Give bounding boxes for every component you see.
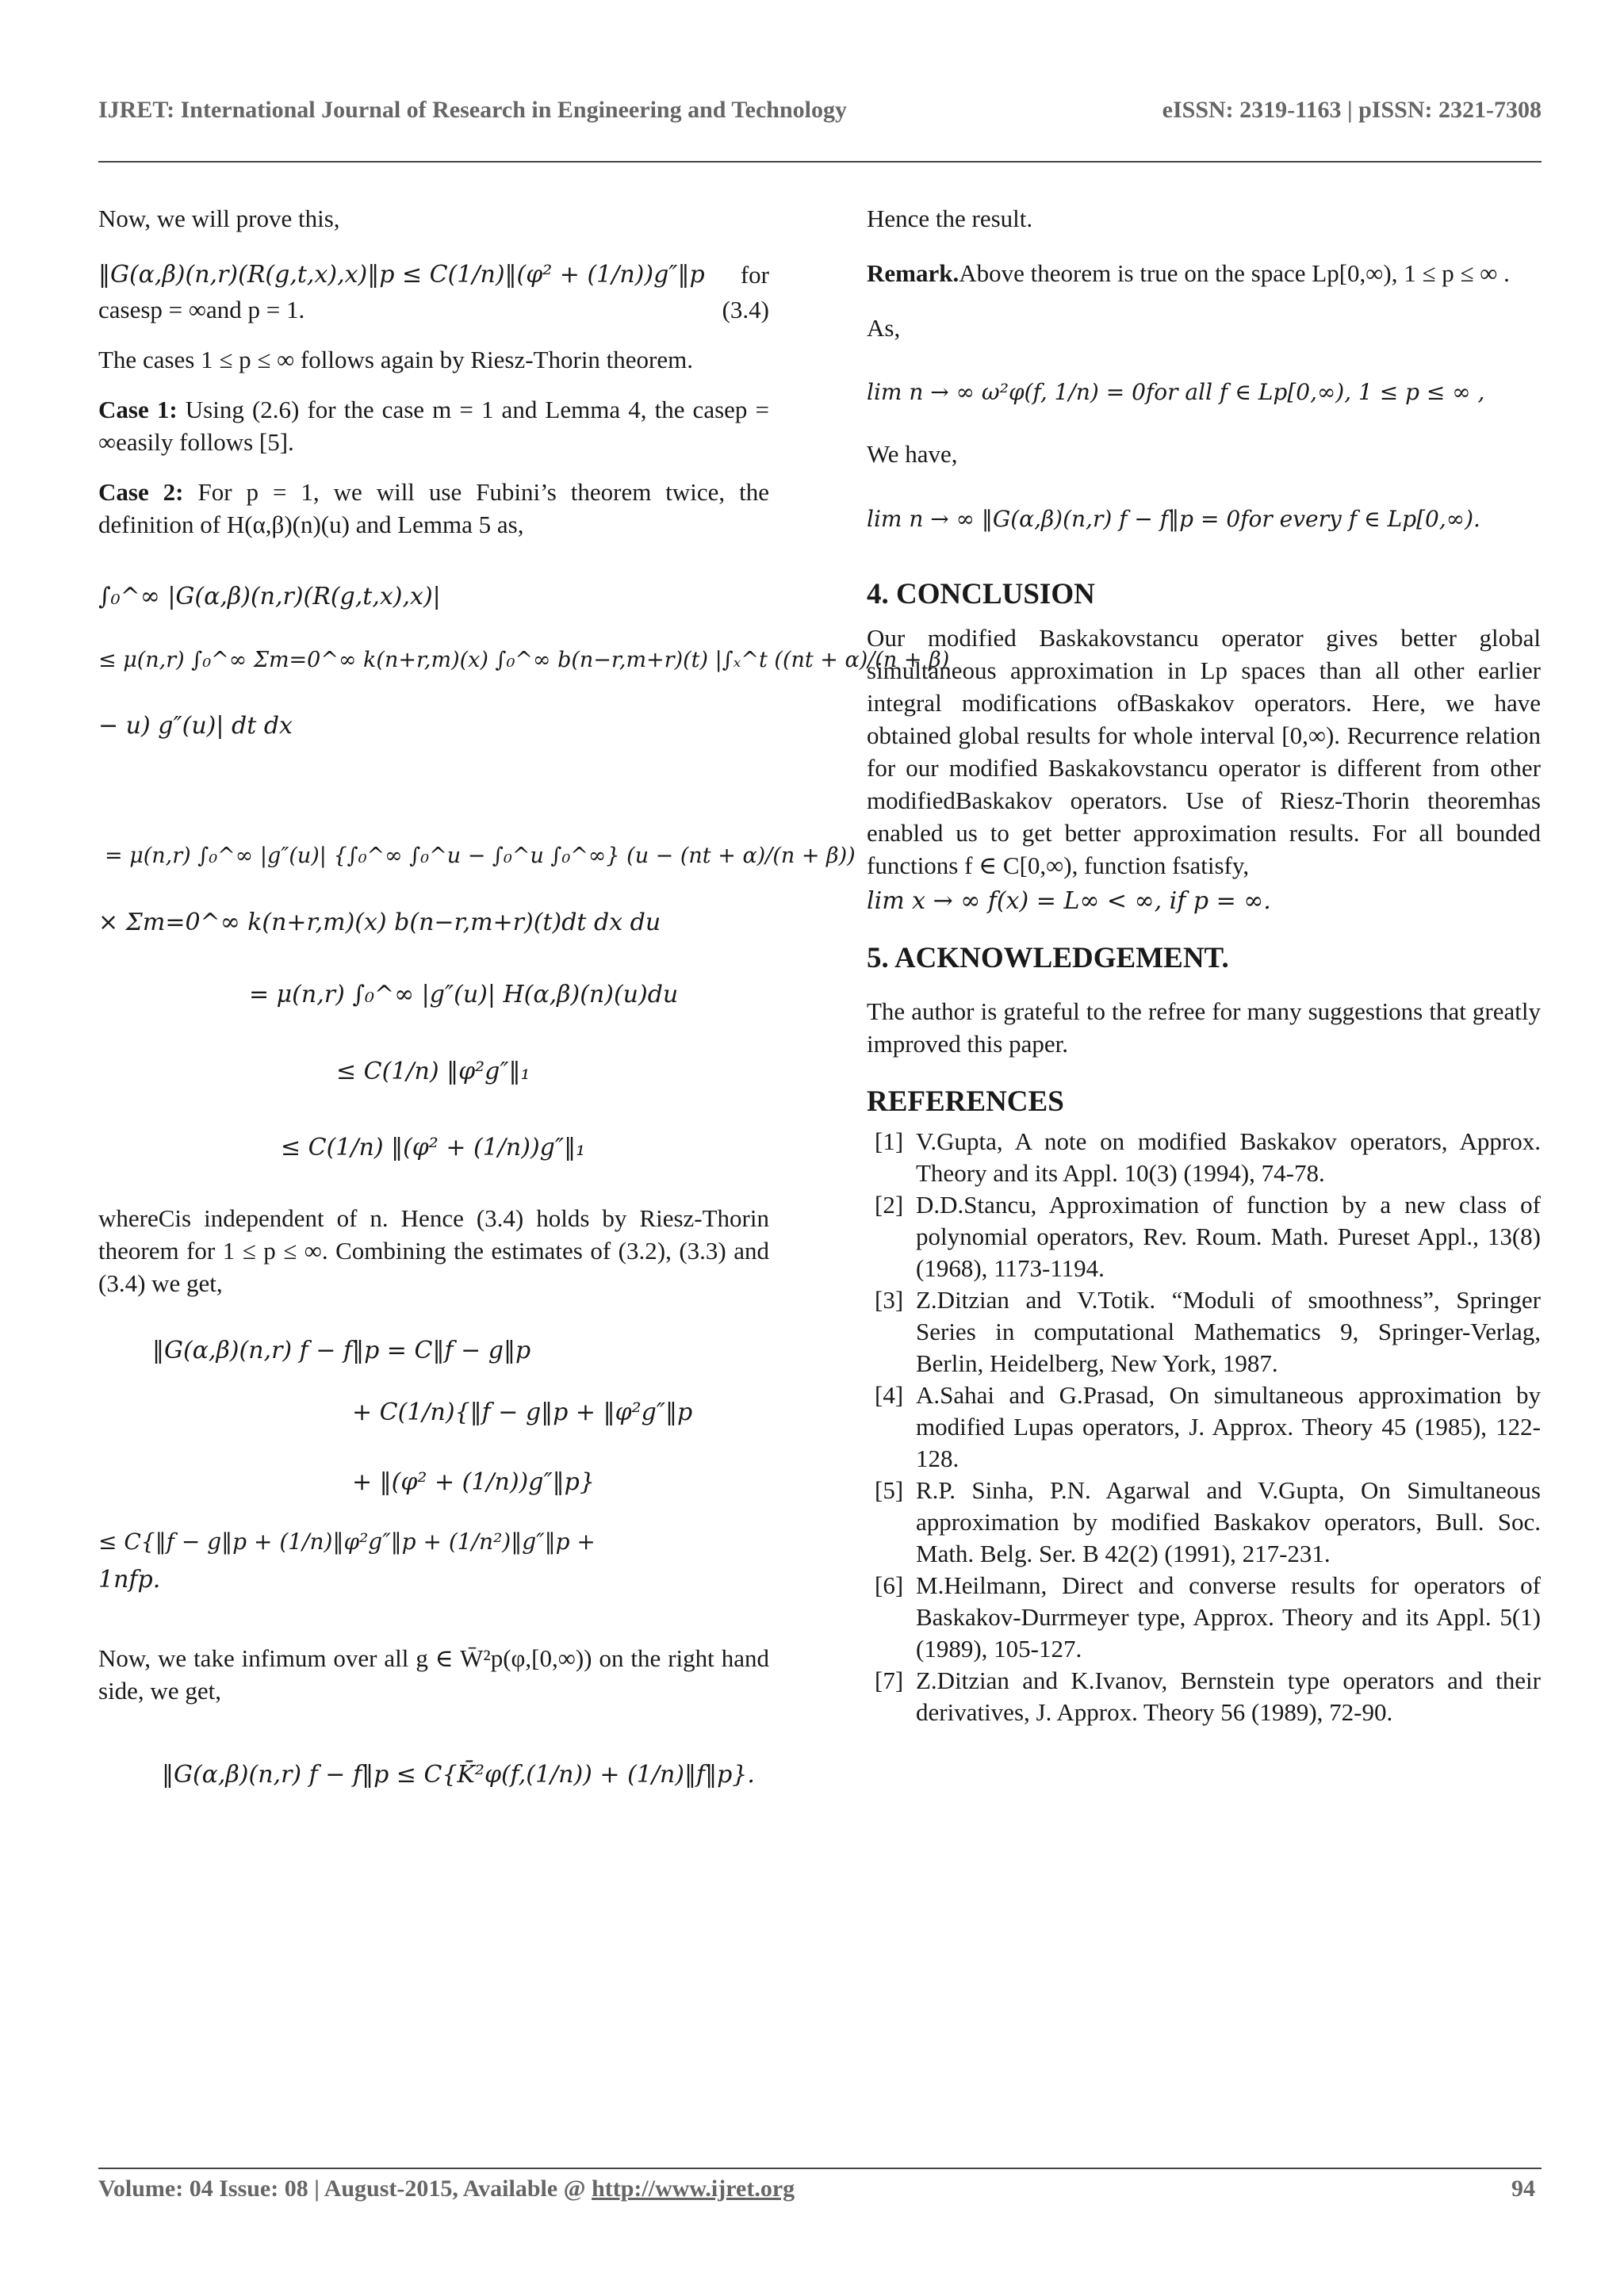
acknowledgement-text: The author is grateful to the refree for many suggestions that greatly improved this paper. <box>867 997 1541 1058</box>
conclusion-limit: lim x → ∞ f(x) = L∞ < ∞, if p = ∞. <box>867 887 1271 915</box>
calc-line-8: ≤ C(1/n) ‖(φ² + (1/n))g″‖₁ <box>281 1134 586 1161</box>
conclusion-text: Our modified Baskakovstancu operator gives better global simultaneous approximation in Lp spaces than all other earlier integral modifications ofBaskakov operators. Here, we have obtained global results for whole interval [0,∞). Recurrence relation for our modified Baskakovstancu operator is different from other modifiedBaskakov operators. Use of Riesz-Thorin theoremhas enabled us to get better approximation results. For all bounded functions f ∈ C[0,∞), function fsatisfy, <box>867 624 1541 879</box>
case1-label: Case 1: <box>98 396 178 423</box>
reference-item: [4] A.Sahai and G.Prasad, On simultaneous approximation by modified Lupas operators, J. Approx. Theory 45 (1985), 122-128. <box>875 1381 1541 1472</box>
remark-text: Above theorem is true on the space Lp[0,∞), 1 ≤ p ≤ ∞ . <box>959 259 1510 287</box>
journal-url-link[interactable]: http://www.ijret.org <box>592 2175 795 2202</box>
calc-line-1: ∫₀^∞ |G(α,β)(n,r)(R(g,t,x),x)| <box>98 583 441 610</box>
equation-3-4-for: for <box>740 261 769 289</box>
as-text: As, <box>867 314 901 342</box>
infimum-text: Now, we take infimum over all g ∈ W̄²p(φ,[0,∞)) on the right hand side, we get, <box>98 1644 769 1705</box>
equation-3-4-cases: casesp = ∞and p = 1. <box>98 296 305 323</box>
limit-equation-1: lim n → ∞ ω²φ(f, 1/n) = 0for all f ∈ Lp[0,∞), 1 ≤ p ≤ ∞ , <box>867 379 1485 405</box>
running-header <box>98 97 1542 124</box>
case1-text: Using (2.6) for the case m = 1 and Lemma 4, the casep = ∞easily follows [5]. <box>98 396 769 456</box>
case2-label: Case 2: <box>98 478 184 506</box>
intro-text: Now, we will prove this, <box>98 205 340 232</box>
combined-estimate-block <box>98 1320 769 1598</box>
comb-line-1: ‖G(α,β)(n,r) f − f‖p = C‖f − g‖p <box>152 1337 531 1364</box>
acknowledgement-heading: 5. ACKNOWLEDGEMENT. <box>867 942 1229 974</box>
volume-info: Volume: 04 Issue: 08 | August-2015, Available @ <box>98 2175 586 2202</box>
reference-item: [1] V.Gupta, A note on modified Baskakov operators, Approx. Theory and its Appl. 10(3) (1994), 74-78. <box>875 1127 1541 1187</box>
issn: eISSN: 2319-1163 | pISSN: 2321-7308 <box>1162 97 1542 123</box>
calc-line-2: ≤ μ(n,r) ∫₀^∞ Σm=0^∞ k(n+r,m)(x) ∫₀^∞ b(n−r,m+r)(t) |∫ₓ^t ((nt + α)/(n + β) <box>98 648 950 672</box>
reference-item: [7] Z.Ditzian and K.Ivanov, Bernstein type operators and their derivatives, J. Approx. Theory 56 (1989), 72-90. <box>875 1667 1541 1726</box>
conclusion-heading: 4. CONCLUSION <box>867 578 1095 610</box>
calc-line-7: ≤ C(1/n) ‖φ²g″‖₁ <box>336 1058 530 1085</box>
limit-equation-2: lim n → ∞ ‖G(α,β)(n,r) f − f‖p = 0for every f ∈ Lp[0,∞). <box>867 506 1480 532</box>
comb-line-5: 1nfp. <box>98 1566 161 1594</box>
calc-line-6: = μ(n,r) ∫₀^∞ |g″(u)| H(α,β)(n)(u)du <box>249 981 679 1008</box>
header-rule <box>98 161 1542 163</box>
page-number: 94 <box>1511 2175 1535 2202</box>
references-list <box>867 1126 1541 1728</box>
reference-item: [3] Z.Ditzian and V.Totik. “Moduli of smoothness”, Springer Series in computational Mathematics 9, Springer-Verlag, Berlin, Heidelberg, New York, 1987. <box>875 1286 1541 1377</box>
reference-item: [2] D.D.Stancu, Approximation of function by a new class of polynomial operators, Rev. Roum. Math. Pureset Appl., 13(8) (1968), 1173-1194. <box>875 1191 1541 1282</box>
where-text: whereCis independent of n. Hence (3.4) holds by Riesz-Thorin theorem for 1 ≤ p ≤ ∞. Combining the estimates of (3.2), (3.3) and (3.4) we get, <box>98 1204 769 1297</box>
remark-paragraph <box>867 257 1541 289</box>
comb-line-4: ≤ C{‖f − g‖p + (1/n)‖φ²g″‖p + (1/n²)‖g″‖p + <box>98 1529 596 1555</box>
calculation-block <box>98 568 950 1186</box>
we-have-text: We have, <box>867 440 958 468</box>
journal-title: IJRET: International Journal of Research in Engineering and Technology <box>98 97 848 123</box>
references-heading: REFERENCES <box>867 1085 1064 1118</box>
equation-3-4-cases-line <box>98 293 769 326</box>
case2-text: For p = 1, we will use Fubini’s theorem twice, the definition of H(α,β)(n)(u) and Lemma 5 as, <box>98 478 769 538</box>
case2-paragraph <box>98 476 769 541</box>
case1-paragraph <box>98 393 769 458</box>
calc-line-5: × Σm=0^∞ k(n+r,m)(x) b(n−r,m+r)(t)dt dx du <box>98 909 661 936</box>
calc-line-4: = μ(n,r) ∫₀^∞ |g″(u)| {∫₀^∞ ∫₀^u − ∫₀^u ∫₀^∞} (u − (nt + α)/(n + β)) <box>105 844 856 868</box>
hence-text: Hence the result. <box>867 205 1033 232</box>
final-equation: ‖G(α,β)(n,r) f − f‖p ≤ C{K̄²φ(f,(1/n)) + (1/n)‖f‖p}. <box>162 1761 755 1789</box>
footer-rule <box>98 2168 1542 2169</box>
equation-3-4 <box>98 257 769 293</box>
running-footer <box>98 2175 1542 2202</box>
riesz-text: The cases 1 ≤ p ≤ ∞ follows again by Riesz-Thorin theorem. <box>98 346 693 373</box>
equation-3-4-lhs: ‖G(α,β)(n,r)(R(g,t,x),x)‖p ≤ C(1/n)‖(φ² + (1/n))g″‖p <box>98 261 705 289</box>
calc-line-3: − u) g″(u)| dt dx <box>98 712 293 740</box>
right-column <box>867 202 1541 1728</box>
remark-label: Remark. <box>867 259 959 287</box>
comb-line-3: + ‖(φ² + (1/n))g″‖p} <box>352 1468 595 1496</box>
comb-line-2: + C(1/n){‖f − g‖p + ‖φ²g″‖p <box>352 1399 693 1426</box>
equation-number: (3.4) <box>722 296 769 323</box>
reference-item: [5] R.P. Sinha, P.N. Agarwal and V.Gupta, On Simultaneous approximation by modified Baskakov operators, Bull. Soc. Math. Belg. Ser. B 42(2) (1991), 217-231. <box>875 1476 1541 1567</box>
reference-item: [6] M.Heilmann, Direct and converse results for operators of Baskakov-Durrmeyer type, Approx. Theory and its Appl. 5(1) (1989), 105-127. <box>875 1571 1541 1663</box>
